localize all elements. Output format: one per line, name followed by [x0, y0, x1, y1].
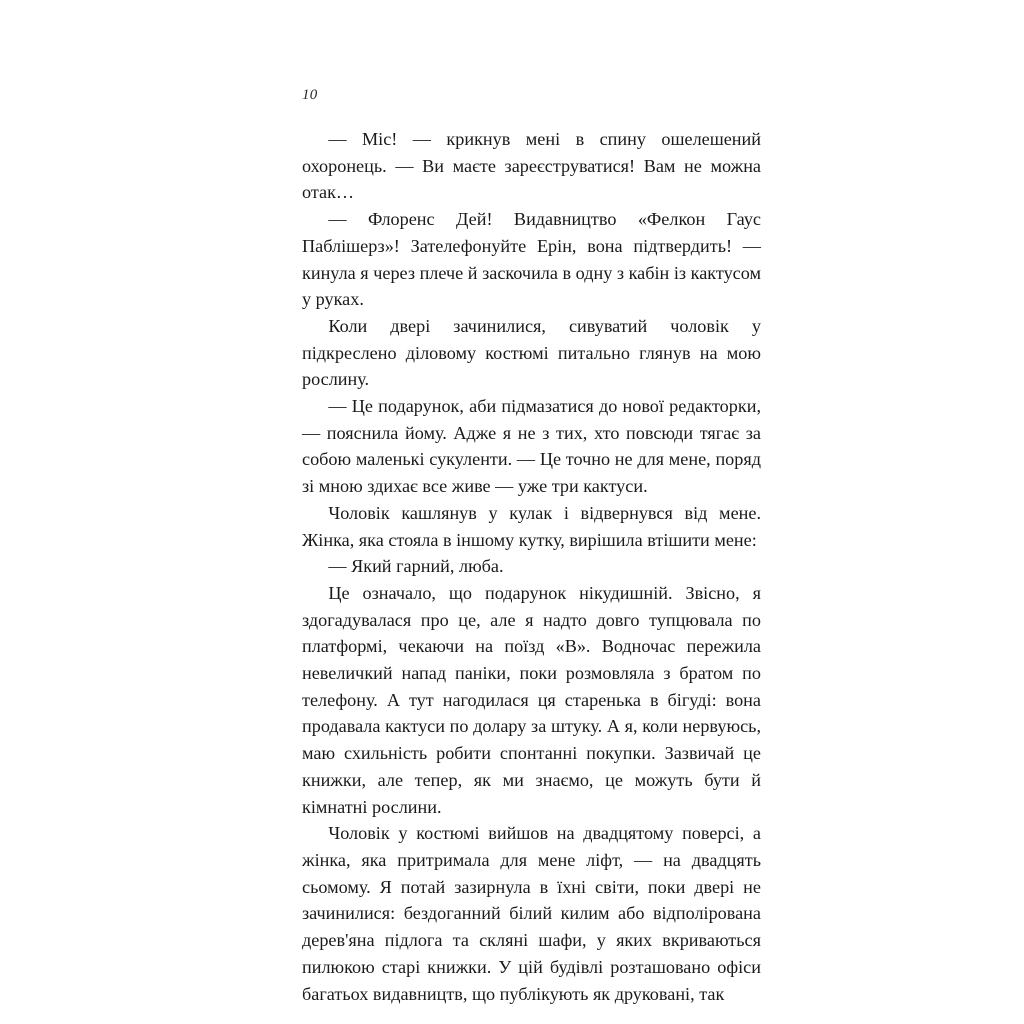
paragraph: Чоловік кашлянув у кулак і відвернувся від мене. Жінка, яка стояла в іншому кутку, вирішила втішити мене: [302, 502, 761, 550]
body-text-column [302, 126, 761, 1007]
paragraph: — Який гарний, люба. [328, 556, 504, 577]
page-number: 10 [302, 87, 318, 103]
paragraph: — Флоренс Дей! Видавництво «Фелкон Гаус Паблішерз»! Зателефонуйте Ерін, вона підтвердить! — кинула я через плече й заскочила в одну з кабін із кактусом у руках. [302, 209, 761, 310]
paragraph: Чоловік у костюмі вийшов на двадцятому поверсі, а жінка, яка притримала для мене ліфт, — на двадцять сьомому. Я потай зазирнула в їхні світи, поки двері не зачинилися: бездоганний білий килим або відполірована дерев'яна підлога та скляні шафи, у яких вкриваються пилюкою старі книжки. У цій будівлі розташовано офіси багатьох видавництв, що публікують як друковані, так [302, 823, 761, 1004]
paragraph: Коли двері зачинилися, сивуватий чоловік у підкреслено діловому костюмі питально глянув на мою рослину. [302, 315, 761, 390]
paragraph: — Міс! — крикнув мені в спину ошелешений охоронець. — Ви маєте зареєструватися! Вам не можна отак… [302, 129, 761, 203]
paragraph: — Це подарунок, аби підмазатися до нової редакторки, — пояснила йому. Адже я не з тих, хто повсюди тягає за собою маленькі сукуленти. — Це точно не для мене, поряд зі мною здихає все живе — уже три кактуси. [302, 396, 761, 497]
paragraph: Це означало, що подарунок нікудишній. Звісно, я здогадувалася про це, але я надто довго тупцювала по платформі, чекаючи на поїзд «В». Водночас пережила невеличкий напад паніки, поки розмовляла з братом по телефону. А тут нагодилася ця старенька в бігуді: вона продавала кактуси по долару за штуку. А я, коли нервуюсь, маю схильність робити спонтанні покупки. Зазвичай це книжки, але тепер, як ми знаємо, це можуть бути й кімнатні рослини. [302, 582, 761, 817]
